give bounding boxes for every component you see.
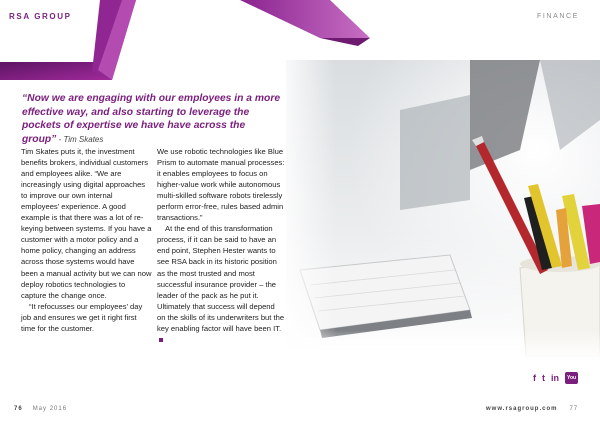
website-link[interactable]: www.rsagroup.com bbox=[486, 406, 558, 412]
youtube-icon[interactable]: You bbox=[565, 372, 578, 384]
left-page-number: 76 bbox=[14, 406, 23, 412]
paragraph: Tim Skates puts it, the investment benefits brokers, individual customers and employees alike. “We are increasingly using digital approaches to improve our own internal employees’ experience. A good example is that there was a lot of re-keying between systems. If you have a customer with a motor policy and a home policy, changing an address across those systems would have been a manual activity but we can now deploy robotics technologies to capture the change once. bbox=[21, 147, 152, 300]
right-page-number: 77 bbox=[569, 406, 579, 412]
paragraph-text: At the end of this transformation process, if it can be said to have an end point, Stephen Hester wants to see RSA back in its historic position as the most trusted and most successful insurance provider – the leader of the pack as he put it. Ultimately that success will depend on the skills of its underwriters but the key enabling factor will have been IT. bbox=[157, 224, 285, 333]
quote-attribution: - Tim Skates bbox=[56, 134, 104, 144]
end-of-article-mark bbox=[159, 338, 163, 342]
social-links bbox=[533, 372, 578, 384]
paragraph: “It refocusses our employees’ day job and ensures we get it right first time for the customer. bbox=[21, 301, 143, 333]
paragraph: We use robotic technologies like Blue Prism to automate manual processes: it enables employees to focus on higher-value work while autonomous multi-skilled software robots tirelessly perform error-free, rules based admin transactions.” bbox=[157, 147, 285, 223]
pull-quote bbox=[22, 92, 282, 146]
paragraph-final bbox=[157, 223, 285, 345]
right-folio bbox=[486, 406, 578, 412]
linkedin-icon[interactable]: in bbox=[551, 373, 559, 383]
twitter-icon[interactable]: t bbox=[542, 373, 545, 383]
article-column-1 bbox=[21, 146, 152, 334]
pull-quote-text: “Now we are engaging with our employees in a more effective way, and also starting to leverage the pockets of expertise we have have across the group” bbox=[22, 93, 281, 145]
article-column-2 bbox=[157, 146, 285, 345]
left-folio bbox=[14, 406, 67, 412]
section-label: FINANCE bbox=[537, 13, 579, 20]
brand-name: RSA GROUP bbox=[9, 12, 72, 21]
issue-date: May 2016 bbox=[32, 406, 68, 412]
facebook-icon[interactable]: f bbox=[533, 373, 536, 383]
